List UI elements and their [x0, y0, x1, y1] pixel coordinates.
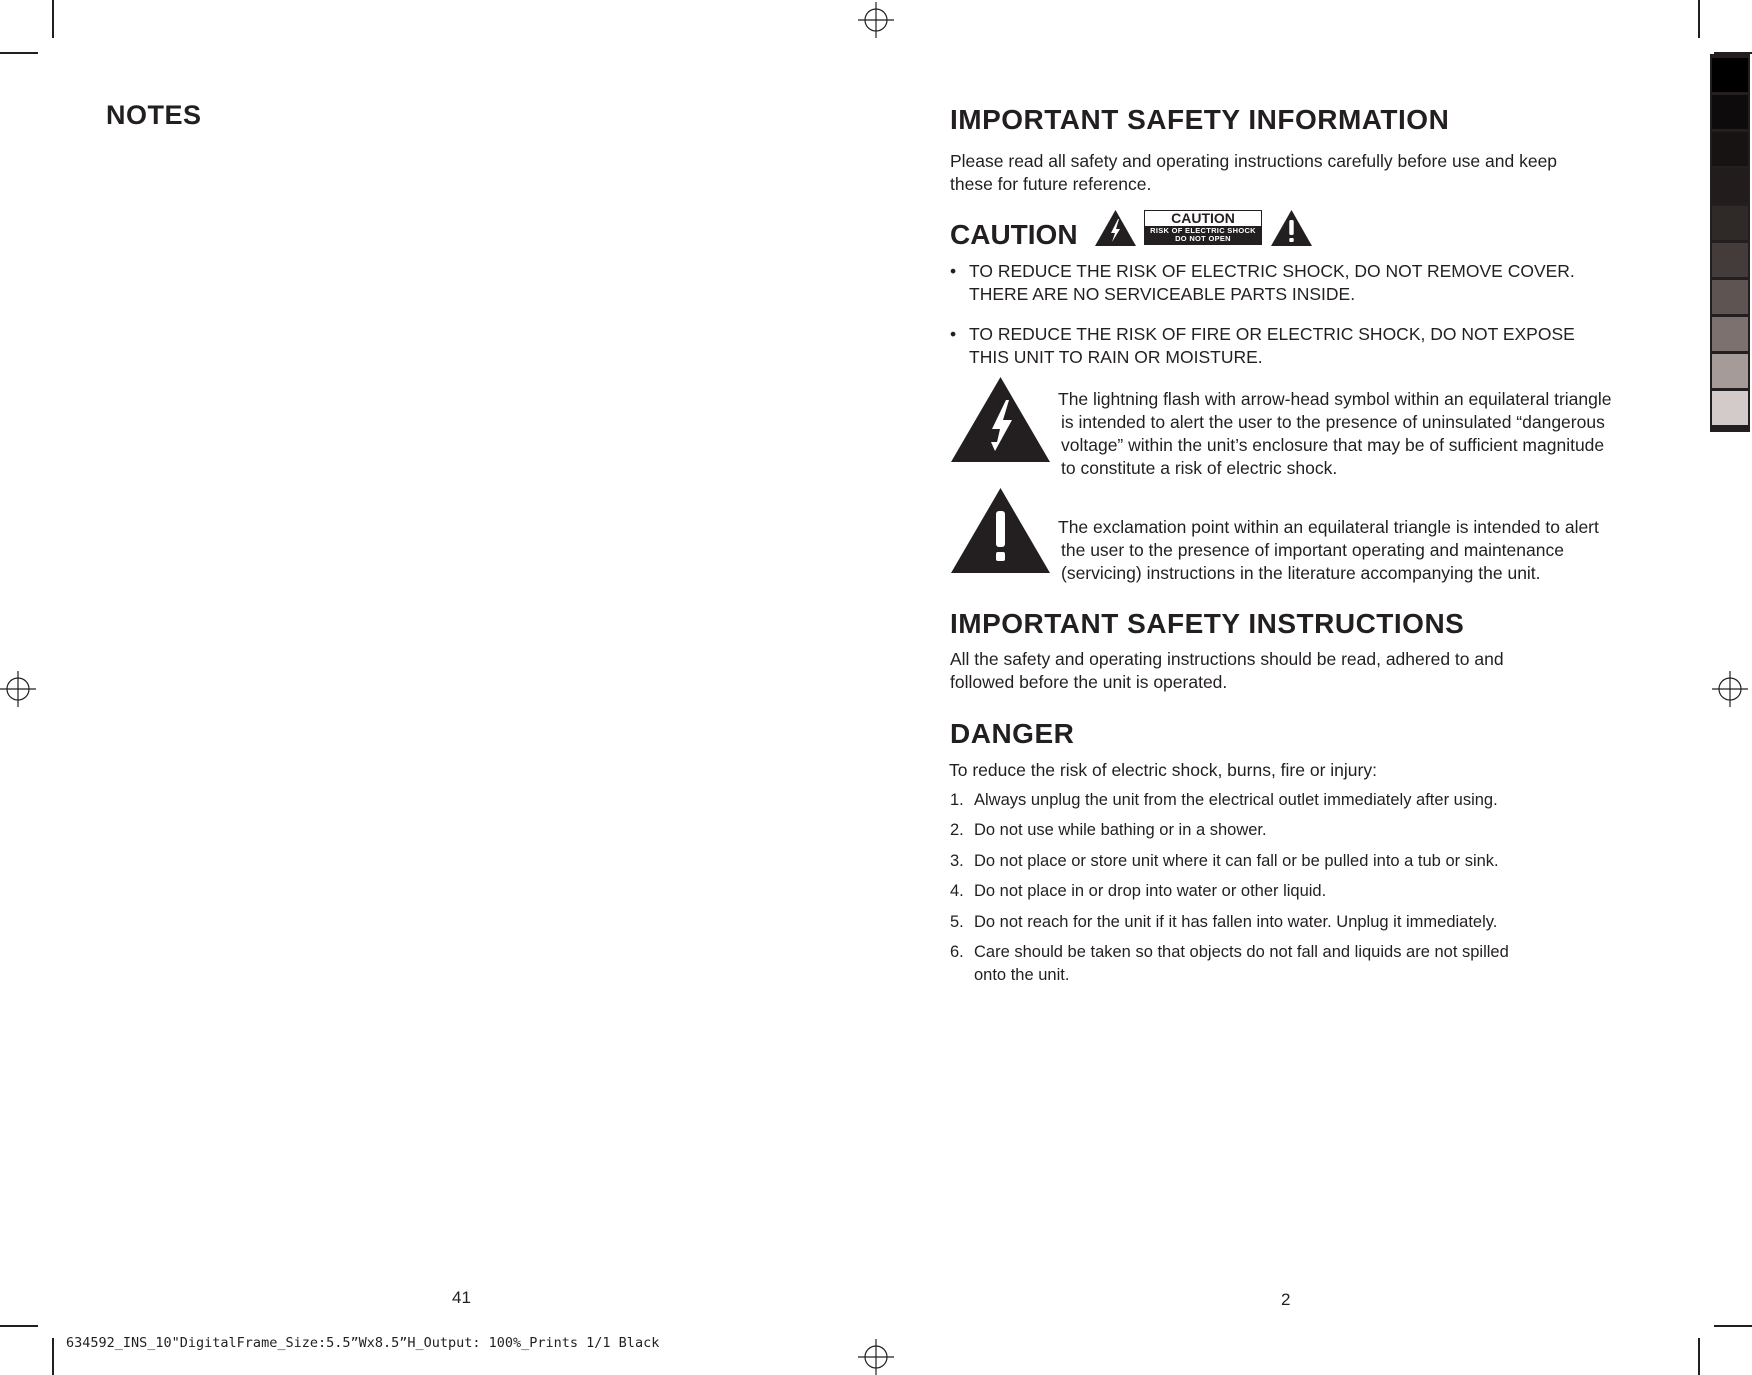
danger-list-item	[950, 941, 1594, 987]
list-text: Do not place in or drop into water or other liquid.	[974, 882, 1327, 900]
crop-mark	[0, 1325, 38, 1327]
bullet-line: TO REDUCE THE RISK OF ELECTRIC SHOCK, DO NOT REMOVE COVER.	[969, 261, 1575, 281]
caution-bullet	[950, 260, 1629, 306]
description-line: voltage” within the unit’s enclosure that may be of sufficient magnitude	[1061, 435, 1605, 455]
color-swatch	[1712, 95, 1748, 129]
caution-plate-line: DO NOT OPEN	[1175, 234, 1231, 243]
intro-line: these for future reference.	[950, 174, 1152, 194]
danger-list-item	[950, 911, 1594, 934]
crop-mark	[1714, 1325, 1752, 1327]
caution-plate-line: RISK OF ELECTRIC SHOCK	[1150, 226, 1256, 235]
crop-mark	[1698, 0, 1700, 38]
list-text: Always unplug the unit from the electrical outlet immediately after using.	[974, 791, 1498, 809]
danger-title: DANGER	[950, 718, 1075, 749]
print-slug: 634592_INS_10"DigitalFrame_Size:5.5”Wx8.5”H_Output: 100%_Prints 1/1 Black	[66, 1335, 660, 1351]
safety-information-title: IMPORTANT SAFETY INFORMATION	[950, 104, 1450, 135]
registration-mark	[0, 671, 36, 707]
caution-plate-subtext	[1145, 226, 1261, 244]
lightning-warning-icon	[1094, 209, 1137, 247]
crop-mark	[0, 52, 38, 54]
color-swatch	[1712, 206, 1748, 240]
page-number-left: 41	[452, 1288, 471, 1307]
exclamation-warning-icon	[1270, 209, 1313, 247]
caution-bullet	[950, 323, 1629, 369]
lightning-triangle-icon	[950, 376, 1051, 463]
registration-mark	[858, 1339, 894, 1375]
danger-list-item	[950, 789, 1594, 812]
instructions-paragraph	[950, 648, 1610, 694]
color-swatch	[1712, 58, 1748, 92]
danger-list-item	[950, 819, 1594, 842]
bullet-mark: •	[950, 261, 957, 281]
caution-plate	[1144, 210, 1262, 245]
color-swatch	[1712, 132, 1748, 166]
list-text: onto the unit.	[974, 966, 1070, 984]
intro-paragraph	[950, 150, 1610, 196]
description-line: The exclamation point within an equilateral triangle is intended to alert	[1058, 517, 1599, 537]
caution-plate-title: CAUTION	[1171, 210, 1235, 226]
registration-mark	[1712, 671, 1748, 707]
list-text: Care should be taken so that objects do not fall and liquids are not spilled	[974, 943, 1509, 961]
exclamation-description	[1058, 516, 1641, 585]
registration-mark	[858, 2, 894, 38]
list-number: 6.	[950, 943, 964, 961]
list-text: Do not use while bathing or in a shower.	[974, 821, 1267, 839]
color-swatch	[1712, 354, 1748, 388]
description-line: The lightning flash with arrow-head symbol within an equilateral triangle	[1058, 389, 1612, 409]
bullet-mark: •	[950, 324, 957, 344]
list-number: 5.	[950, 913, 964, 931]
bullet-line: THIS UNIT TO RAIN OR MOISTURE.	[969, 347, 1263, 367]
list-text: Do not reach for the unit if it has fallen into water. Unplug it immediately.	[974, 913, 1498, 931]
color-swatch	[1712, 391, 1748, 425]
description-line: (servicing) instructions in the literature accompanying the unit.	[1061, 563, 1541, 583]
instructions-line: followed before the unit is operated.	[950, 672, 1228, 692]
lightning-description	[1058, 388, 1641, 480]
page-number-right: 2	[1281, 1290, 1291, 1309]
crop-mark	[52, 0, 54, 38]
exclamation-triangle-icon	[950, 487, 1051, 574]
bullet-line: TO REDUCE THE RISK OF FIRE OR ELECTRIC SHOCK, DO NOT EXPOSE	[969, 324, 1575, 344]
crop-mark	[52, 1338, 54, 1375]
caution-label: CAUTION	[950, 219, 1078, 250]
danger-list-item	[950, 850, 1594, 873]
description-line: the user to the presence of important operating and maintenance	[1061, 540, 1564, 560]
description-line: to constitute a risk of electric shock.	[1061, 458, 1338, 478]
danger-list-item	[950, 880, 1594, 903]
safety-instructions-title: IMPORTANT SAFETY INSTRUCTIONS	[950, 608, 1465, 639]
list-number: 1.	[950, 791, 964, 809]
description-line: is intended to alert the user to the presence of uninsulated “dangerous	[1061, 412, 1605, 432]
danger-intro: To reduce the risk of electric shock, burns, fire or injury:	[949, 760, 1377, 780]
color-swatch	[1712, 317, 1748, 351]
color-swatch	[1712, 280, 1748, 314]
list-number: 3.	[950, 852, 964, 870]
color-swatch	[1712, 169, 1748, 203]
list-number: 2.	[950, 821, 964, 839]
list-number: 4.	[950, 882, 964, 900]
instructions-line: All the safety and operating instructions should be read, adhered to and	[950, 649, 1504, 669]
notes-title: NOTES	[106, 100, 202, 130]
color-swatch	[1712, 243, 1748, 277]
bullet-line: THERE ARE NO SERVICEABLE PARTS INSIDE.	[969, 284, 1356, 304]
intro-line: Please read all safety and operating instructions carefully before use and keep	[950, 151, 1558, 171]
crop-mark	[1698, 1338, 1700, 1375]
list-text: Do not place or store unit where it can fall or be pulled into a tub or sink.	[974, 852, 1499, 870]
